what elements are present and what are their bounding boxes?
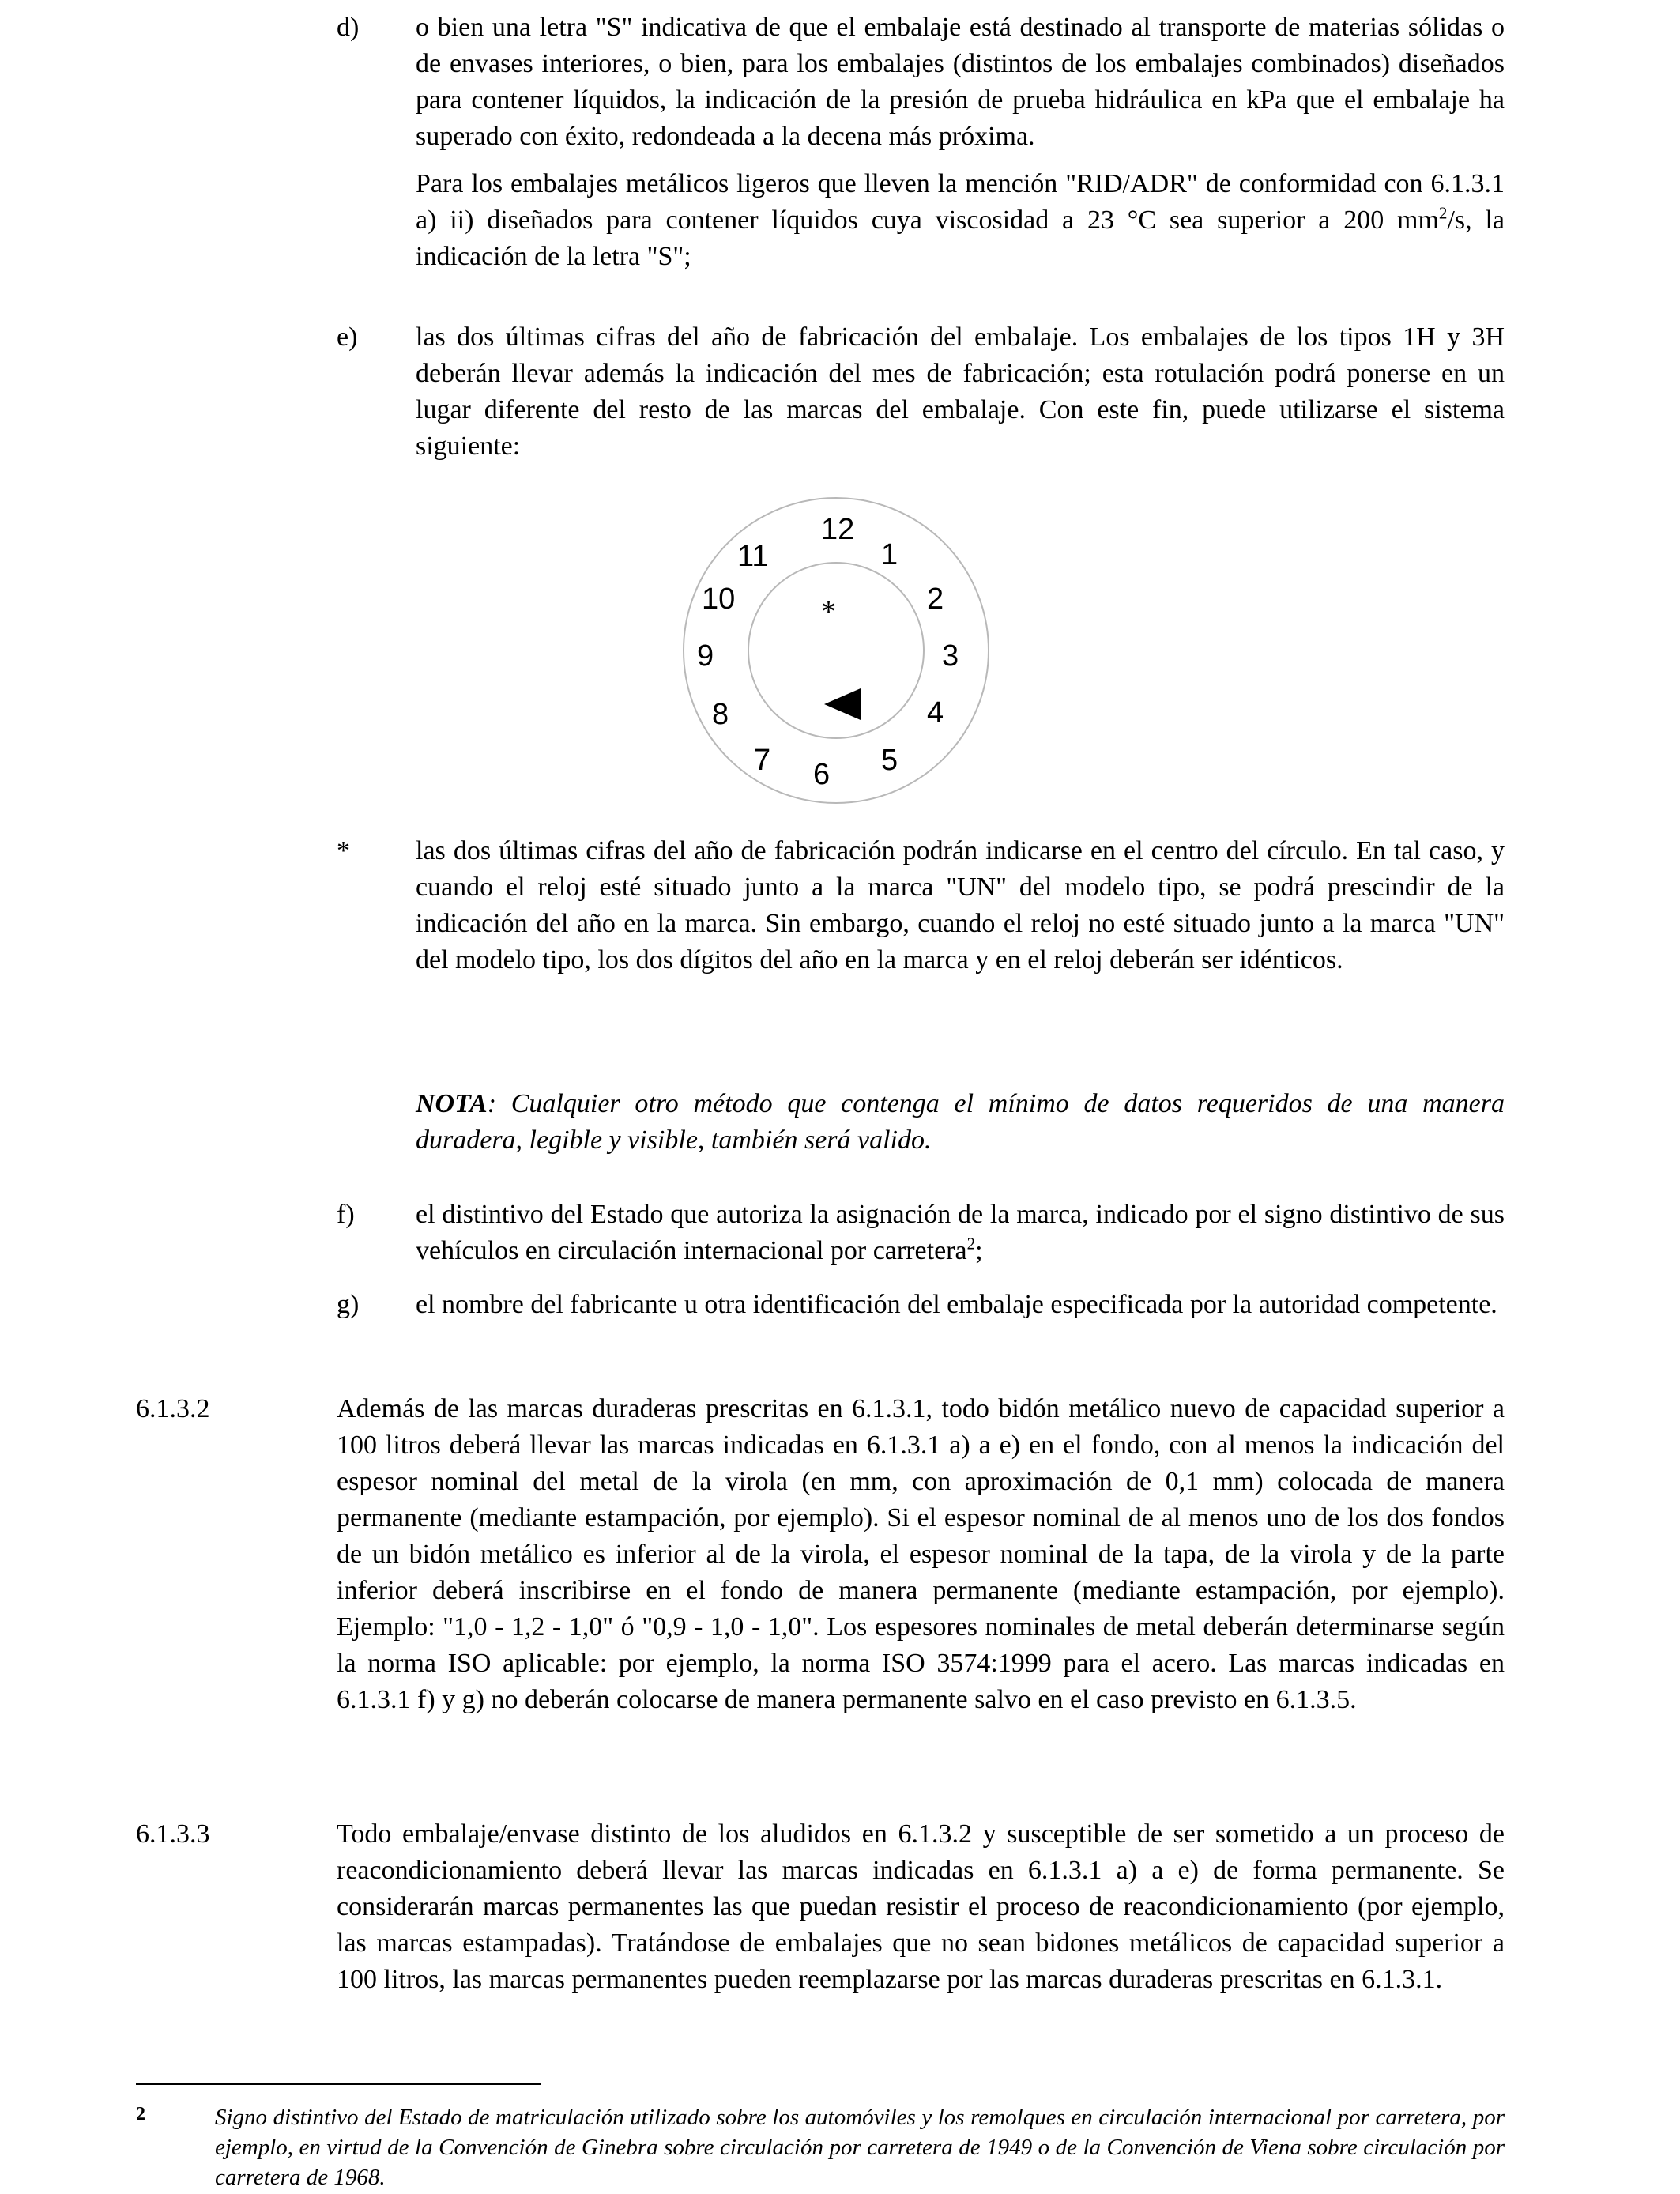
clock-number-9: 9 xyxy=(697,639,714,673)
item-d-label: d) xyxy=(337,13,360,42)
month-clock-diagram xyxy=(682,496,990,805)
section-text: Todo embalaje/envase distinto de los aludidos en 6.1.3.2 y susceptible de ser sometido a un proceso de reacondicionamiento deberá llevar las marcas indicadas en 6.1.3.1 a) a e) de forma permanente. Se considerarán marcas permanentes las que puedan resistir el proceso de reacondicionamiento (por ejemplo, las marcas estampadas). Tratándose de embalajes que no sean bidones metálicos de capacidad superior a 100 litros, las marcas permanentes pueden reemplazarse por las marcas duraderas prescritas en 6.1.3.1. xyxy=(337,1819,1505,1994)
item-d-paragraph-2 xyxy=(416,166,1505,275)
clock-number-6: 6 xyxy=(813,758,831,791)
item-f-text-part-1: el distintivo del Estado que autoriza la asignación de la marca, indicado por el signo distintivo de sus vehículos en circulación internacional por carretera xyxy=(416,1200,1505,1265)
clock-number-10: 10 xyxy=(702,582,736,616)
clock-number-11: 11 xyxy=(737,540,769,573)
item-d-paragraph-1: o bien una letra "S" indicativa de que el embalaje está destinado al transporte de materias sólidas o de envases interiores, o bien, para los embalajes (distintos de los embalajes combinados) diseñados para contener líquidos, la indicación de la presión de prueba hidráulica en kPa que el embalaje ha superado con éxito, redondeada a la decena más próxima. xyxy=(416,13,1505,151)
section-text: Además de las marcas duraderas prescritas en 6.1.3.1, todo bidón metálico nuevo de capacidad superior a 100 litros deberá llevar las marcas indicadas en 6.1.3.1 a) a e) en el fondo, con al menos la indicación del espesor nominal del metal de la virola (en mm, con aproximación de 0,1 mm) colocada de manera permanente (mediante estampación, por ejemplo). Si el espesor nominal de al menos uno de los dos fondos de un bidón metálico es inferior al de la virola, el espesor nominal de la tapa, de la virola y de la parte inferior deberá inscribirse en el fondo de manera permanente (mediante estampación, por ejemplo). Ejemplo: "1,0 - 1,2 - 1,0" ó "0,9 - 1,0 - 1,0". Los espesores nominales de metal deberán determinarse según la norma ISO aplicable: por ejemplo, la norma ISO 3574:1999 para el acero. Las marcas indicadas en 6.1.3.1 f) y g) no deberán colocarse de manera permanente salvo en el caso previsto en 6.1.3.5. xyxy=(337,1394,1505,1714)
item-asterisk-label: * xyxy=(337,836,350,865)
note-text: : Cualquier otro método que contenga el mínimo de datos requeridos de una manera duradera, legible y visible, también será valido. xyxy=(416,1089,1505,1155)
clock-number-2: 2 xyxy=(927,582,944,616)
footnote-separator xyxy=(136,2083,541,2085)
item-g-text: el nombre del fabricante u otra identificación del embalaje especificada por la autoridad competente. xyxy=(416,1290,1497,1319)
section-number: 6.1.3.2 xyxy=(136,1394,210,1423)
clock-number-1: 1 xyxy=(881,538,898,571)
footnote-number: 2 xyxy=(136,2104,145,2124)
item-f-superscript: 2 xyxy=(966,1234,976,1253)
item-e-text: las dos últimas cifras del año de fabricación del embalaje. Los embalajes de los tipos 1H y 3H deberán llevar además la indicación del mes de fabricación; esta rotulación podrá ponerse en un lugar diferente del resto de las marcas del embalaje. Con este fin, puede utilizarse el sistema siguiente: xyxy=(416,322,1505,461)
footnote-text: Signo distintivo del Estado de matriculación utilizado sobre los automóviles y los remolques en circulación internacional por carretera, por ejemplo, en virtud de la Convención de Ginebra sobre circulación por carretera de 1949 o de la Convención de Viena sobre circulación por carretera de 1968. xyxy=(215,2105,1505,2190)
clock-number-4: 4 xyxy=(927,696,944,729)
item-f-label: f) xyxy=(337,1200,355,1229)
item-asterisk-text: las dos últimas cifras del año de fabricación podrán indicarse en el centro del círculo. En tal caso, y cuando el reloj esté situado junto a la marca "UN" del modelo tipo, se podrá prescindir de la indicación del año en la marca. Sin embargo, cuando el reloj no esté situado junto a la marca "UN" del modelo tipo, los dos dígitos del año en la marca y en el reloj deberán ser idénticos. xyxy=(416,836,1505,974)
item-f-text xyxy=(416,1197,1505,1269)
item-f-text-part-2: ; xyxy=(975,1236,983,1265)
section-number: 6.1.3.3 xyxy=(136,1819,210,1849)
item-d-paragraph-2-part-2: /s, la indicación de la letra "S"; xyxy=(416,205,1505,271)
clock-number-5: 5 xyxy=(881,744,898,777)
item-e-label: e) xyxy=(337,322,358,352)
clock-pointer-arrow xyxy=(824,688,861,720)
clock-number-3: 3 xyxy=(942,639,959,673)
item-g-label: g) xyxy=(337,1290,360,1319)
clock-inner-circle xyxy=(748,563,924,738)
clock-number-7: 7 xyxy=(754,744,771,777)
note-label: NOTA xyxy=(416,1089,488,1118)
clock-number-8: 8 xyxy=(712,698,729,731)
clock-number-12: 12 xyxy=(821,513,855,546)
item-d-superscript: 2 xyxy=(1438,203,1448,223)
item-d-text xyxy=(416,9,1505,275)
item-d-paragraph-2-part-1: Para los embalajes metálicos ligeros que lleven la mención "RID/ADR" de conformidad con 6.1.3.1 a) ii) diseñados para contener líquidos cuya viscosidad a 23 °C sea superior a 200 mm xyxy=(416,169,1505,235)
note-paragraph xyxy=(416,1086,1505,1159)
clock-center-asterisk: * xyxy=(821,595,836,628)
